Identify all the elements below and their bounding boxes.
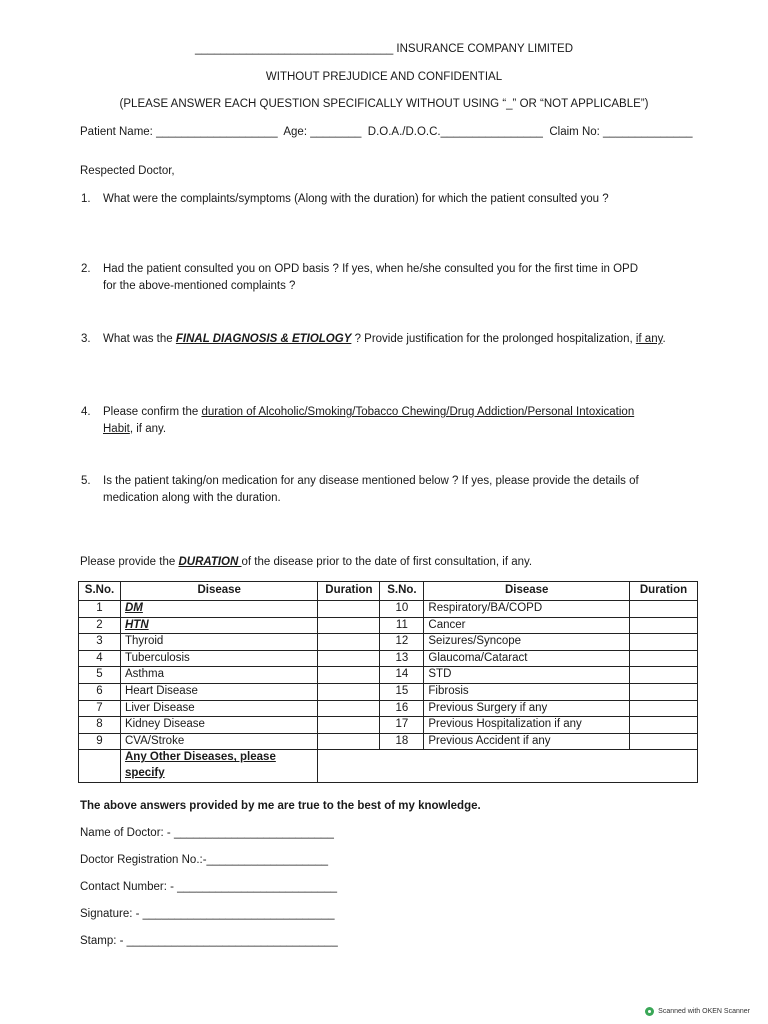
question-2 [81, 261, 703, 295]
scanner-logo-icon [645, 1007, 654, 1016]
scanner-text: Scanned with OKEN Scanner [658, 1008, 750, 1015]
header-sno: S.No. [380, 582, 424, 601]
question-text: What were the complaints/symptoms (Along with the duration) for which the patient consulted you ? [103, 193, 609, 205]
if-any-underlined: if any [635, 333, 663, 345]
table-row [79, 717, 698, 734]
question-text: Please confirm the [103, 406, 202, 418]
signature-field[interactable]: Signature: - ______________________________ [80, 908, 335, 920]
duration-cell[interactable] [630, 733, 698, 750]
disease-cell: Asthma [120, 667, 317, 684]
duration-cell[interactable] [318, 683, 380, 700]
final-diagnosis-emphasis: FINAL DIAGNOSIS & ETIOLOGY [175, 333, 352, 345]
disease-cell: Kidney Disease [120, 717, 317, 734]
sno-cell: 2 [79, 617, 121, 634]
sno-cell: 8 [79, 717, 121, 734]
sno-cell: 15 [380, 683, 424, 700]
header-sno: S.No. [79, 582, 121, 601]
header-duration: Duration [318, 582, 380, 601]
doctor-name-field[interactable]: Name of Doctor: - _________________________ [80, 827, 334, 839]
claim-no-field[interactable]: Claim No: ______________ [549, 126, 693, 138]
table-row [79, 683, 698, 700]
patient-info-line [80, 126, 700, 138]
scanner-watermark [645, 1007, 750, 1016]
question-4 [81, 404, 703, 438]
duration-prompt [80, 556, 532, 568]
question-3 [81, 331, 703, 348]
duration-cell[interactable] [318, 650, 380, 667]
salutation: Respected Doctor, [80, 165, 175, 177]
sno-cell: 12 [380, 634, 424, 651]
document-subtitle: WITHOUT PREJUDICE AND CONFIDENTIAL [265, 71, 503, 83]
duration-prompt-pre: Please provide the [80, 556, 179, 568]
table-header-row [79, 582, 698, 601]
table-row [79, 617, 698, 634]
disease-emphasis: HTN [124, 618, 149, 631]
duration-cell[interactable] [318, 617, 380, 634]
table-row [79, 634, 698, 651]
sno-cell: 18 [380, 733, 424, 750]
patient-name-field[interactable]: Patient Name: ___________________ [80, 126, 278, 138]
instruction-line: (PLEASE ANSWER EACH QUESTION SPECIFICALLY WITHOUT USING “_” OR “NOT APPLICABLE”) [119, 98, 649, 110]
question-number: 1. [81, 193, 91, 205]
sno-cell: 6 [79, 683, 121, 700]
question-text-end: . [662, 333, 666, 345]
disease-emphasis: DM [124, 602, 143, 614]
duration-cell[interactable] [630, 601, 698, 618]
duration-emphasis: DURATION [178, 556, 242, 568]
age-field[interactable]: Age: ________ [283, 126, 362, 138]
table-row [79, 650, 698, 667]
header-disease: Disease [424, 582, 630, 601]
disease-cell: Heart Disease [120, 683, 317, 700]
other-diseases-label [120, 750, 317, 782]
habit-duration-underlined: duration of Alcoholic/Smoking/Tobacco Chewing/Drug Addiction/Personal Intoxication [201, 406, 635, 418]
duration-cell[interactable] [630, 667, 698, 684]
duration-prompt-post: of the disease prior to the date of first consultation, if any. [241, 556, 533, 568]
other-diseases-row [79, 750, 698, 782]
duration-cell[interactable] [630, 717, 698, 734]
duration-cell[interactable] [630, 634, 698, 651]
duration-cell[interactable] [630, 650, 698, 667]
question-text-end: , if any. [129, 423, 167, 435]
sno-cell [79, 750, 121, 782]
disease-cell: Seizures/Syncope [424, 634, 630, 651]
duration-cell[interactable] [318, 733, 380, 750]
table-row [79, 700, 698, 717]
disease-cell: CVA/Stroke [120, 733, 317, 750]
disease-cell: Previous Accident if any [424, 733, 630, 750]
other-diseases-text: Any Other Diseases, please specify [124, 751, 276, 779]
sno-cell: 13 [380, 650, 424, 667]
table-row [79, 667, 698, 684]
disease-cell: Respiratory/BA/COPD [424, 601, 630, 618]
question-number: 3. [81, 333, 91, 345]
duration-cell[interactable] [318, 667, 380, 684]
header-disease: Disease [120, 582, 317, 601]
question-number: 5. [81, 475, 91, 487]
question-1 [81, 191, 703, 208]
sno-cell: 1 [79, 601, 121, 618]
question-text: Is the patient taking/on medication for any disease mentioned below ? If yes, please provide the details of [103, 475, 639, 487]
other-diseases-input[interactable] [318, 750, 698, 782]
question-text: Had the patient consulted you on OPD basis ? If yes, when he/she consulted you for the first time in OPD [103, 263, 639, 275]
disease-cell: Previous Surgery if any [424, 700, 630, 717]
disease-cell: Cancer [424, 617, 630, 634]
duration-cell[interactable] [318, 717, 380, 734]
sno-cell: 4 [79, 650, 121, 667]
question-number: 2. [81, 263, 91, 275]
disease-cell: Tuberculosis [120, 650, 317, 667]
duration-cell[interactable] [318, 700, 380, 717]
disease-cell [120, 617, 317, 634]
habit-underlined: Habit [103, 423, 130, 435]
sno-cell: 17 [380, 717, 424, 734]
sno-cell: 3 [79, 634, 121, 651]
disease-cell: STD [424, 667, 630, 684]
company-line: _______________________________ INSURANCE COMPANY LIMITED [194, 43, 574, 55]
question-text-cont: medication along with the duration. [103, 492, 281, 504]
registration-no-field[interactable]: Doctor Registration No.:-___________________ [80, 854, 329, 866]
stamp-field[interactable]: Stamp: - _________________________________ [80, 935, 338, 947]
disease-cell: Fibrosis [424, 683, 630, 700]
header-duration: Duration [630, 582, 698, 601]
sno-cell: 16 [380, 700, 424, 717]
sno-cell: 11 [380, 617, 424, 634]
disease-cell: Previous Hospitalization if any [424, 717, 630, 734]
duration-cell[interactable] [630, 617, 698, 634]
question-5 [81, 473, 703, 507]
question-text: What was the [103, 333, 176, 345]
declaration: The above answers provided by me are true to the best of my knowledge. [80, 800, 481, 812]
disease-cell: Thyroid [120, 634, 317, 651]
sno-cell: 9 [79, 733, 121, 750]
question-text-cont: for the above-mentioned complaints ? [103, 280, 296, 292]
duration-cell[interactable] [630, 683, 698, 700]
table-row [79, 601, 698, 618]
disease-cell: Glaucoma/Cataract [424, 650, 630, 667]
question-number: 4. [81, 406, 91, 418]
duration-cell[interactable] [318, 601, 380, 618]
sno-cell: 10 [380, 601, 424, 618]
sno-cell: 7 [79, 700, 121, 717]
table-row [79, 733, 698, 750]
sno-cell: 14 [380, 667, 424, 684]
question-text-mid: ? Provide justification for the prolonged hospitalization, [351, 333, 636, 345]
disease-duration-table [78, 581, 698, 783]
contact-number-field[interactable]: Contact Number: - _________________________ [80, 881, 338, 893]
sno-cell: 5 [79, 667, 121, 684]
disease-cell: Liver Disease [120, 700, 317, 717]
duration-cell[interactable] [630, 700, 698, 717]
doa-doc-field[interactable]: D.O.A./D.O.C.________________ [367, 126, 543, 138]
disease-cell [120, 601, 317, 618]
duration-cell[interactable] [318, 634, 380, 651]
